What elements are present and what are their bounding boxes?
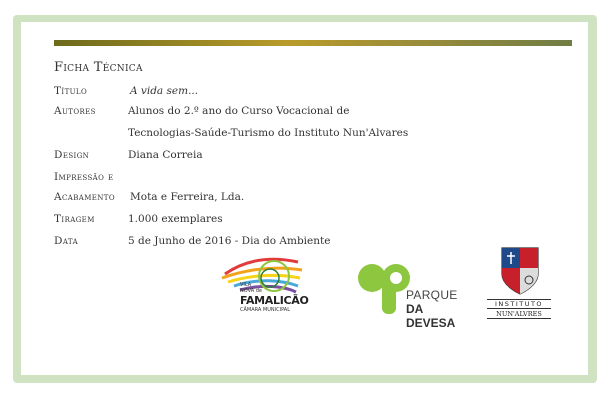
devesa-line2: DA DEVESA <box>406 302 456 330</box>
row-titulo <box>54 84 199 98</box>
header-rule <box>54 40 572 46</box>
row-data <box>54 234 331 248</box>
row-acabamento <box>54 190 245 204</box>
row-value: Mota e Ferreira, Lda. <box>130 191 245 203</box>
row-label: Acabamento <box>54 191 116 203</box>
row-autores <box>54 104 350 118</box>
row-label: Título <box>54 85 88 97</box>
row-value: Tecnologias-Saúde-Turismo do Instituto Nun'Alvares <box>128 127 409 139</box>
row-design <box>54 148 203 162</box>
page-title: Ficha Técnica <box>54 60 143 75</box>
row-label: Autores <box>54 105 96 117</box>
famalicao-line1: VILA <box>240 282 252 288</box>
devesa-line1: PARQUE <box>406 288 458 302</box>
famalicao-line4: CÂMARA MUNICIPAL <box>240 307 290 313</box>
row-label: Design <box>54 149 90 161</box>
row-value: Diana Correia <box>128 149 203 161</box>
row-value: 1.000 exemplares <box>128 213 223 225</box>
row-label: Impressão e <box>54 171 114 183</box>
instituto-line2: NUN'ALVRES <box>487 310 551 319</box>
row-value: Alunos do 2.º ano do Curso Vocacional de <box>128 105 350 117</box>
parque-devesa-logo <box>340 244 460 330</box>
shield-crest-icon <box>487 244 553 296</box>
row-value: 5 de Junho de 2016 - Dia do Ambiente <box>128 235 331 247</box>
instituto-logo <box>487 244 553 324</box>
row-value: A vida sem... <box>130 85 199 97</box>
row-label: Data <box>54 235 79 247</box>
row-tiragem <box>54 212 223 226</box>
famalicao-line2: NOVA de <box>240 288 262 294</box>
instituto-line1: INSTITUTO <box>487 299 551 309</box>
famalicao-line3: FAMALICÃO <box>240 294 309 307</box>
famalicao-logo <box>210 248 310 316</box>
row-impressao <box>54 170 114 184</box>
row-label: Tiragem <box>54 213 95 225</box>
